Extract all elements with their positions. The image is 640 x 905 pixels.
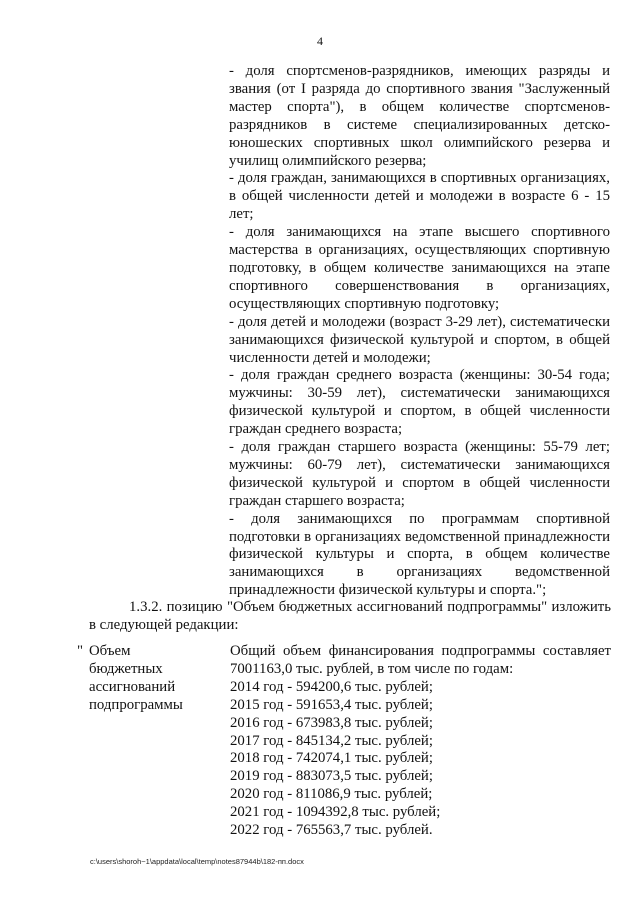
budget-year-line: 2018 год - 742074,1 тыс. рублей;	[230, 750, 433, 767]
indicator-paragraph: - доля занимающихся на этапе высшего спортивного мастерства в организациях, осуществляющих спортивную подготовку, в общем количестве занимающихся на этапе спортивного совершенствования в организациях, осуществляющих спортивную подготовку;	[229, 224, 610, 312]
indicator-paragraph: - доля занимающихся по программам спортивной подготовки в организациях ведомственной принадлежности физической культуры и спорта, в общем количестве занимающихся в организациях ведомственной принадлежности физической культуры и спорта.";	[229, 510, 610, 599]
indicator-paragraph: - доля граждан, занимающихся в спортивных организациях, в общей численности детей и молодежи в возрасте 6 - 15 лет;	[229, 170, 610, 223]
budget-year-line: 2020 год - 811086,9 тыс. рублей;	[230, 786, 433, 803]
amendment-instruction: 1.3.2. позицию "Объем бюджетных ассигнований подпрограммы" изложить в следующей редакции:	[89, 599, 611, 633]
budget-year-line: 2017 год - 845134,2 тыс. рублей;	[230, 732, 433, 749]
indicator-paragraph: - доля граждан среднего возраста (женщины: 30-54 года; мужчины: 30-59 лет), систематически занимающихся физической культурой и спортом, в общей численности граждан среднего возраста;	[229, 367, 610, 438]
budget-label-line: подпрограммы	[89, 696, 183, 713]
budget-label-line: ассигнований	[89, 678, 176, 695]
indicator-paragraph: - доля детей и молодежи (возраст 3-29 лет), систематически занимающихся физической культурой и спортом, в общей численности детей и молодежи;	[229, 313, 610, 366]
budget-content	[230, 643, 611, 840]
budget-year-line: 2019 год - 883073,5 тыс. рублей;	[230, 768, 433, 785]
opening-quote: "	[77, 643, 84, 659]
budget-label	[89, 643, 219, 715]
indicator-paragraph: - доля спортсменов-разрядников, имеющих разряды и звания (от I разряда до спортивного звания "Заслуженный мастер спорта"), в общем количестве спортсменов-разрядников в системе специализированных детско-юношеских спортивных школ олимпийского резерва и училищ олимпийского резерва;	[229, 63, 610, 169]
budget-total-text: Общий объем финансирования подпрограммы составляет 7001163,0 тыс. рублей, в том числе по годам:	[230, 643, 611, 677]
budget-year-line: 2016 год - 673983,8 тыс. рублей;	[230, 714, 433, 731]
budget-year-line: 2022 год - 765563,7 тыс. рублей.	[230, 822, 433, 839]
indicators-list	[229, 63, 610, 600]
budget-year-line: 2014 год - 594200,6 тыс. рублей;	[230, 678, 433, 695]
budget-label-line: бюджетных	[89, 660, 163, 677]
budget-label-line: Объем	[89, 643, 131, 659]
page-number: 4	[317, 34, 323, 48]
footer-file-path: c:\users\shoroh~1\appdata\local\temp\notes87944b\182-пп.docx	[90, 857, 304, 866]
indicator-paragraph: - доля граждан старшего возраста (женщины: 55-79 лет; мужчины: 60-79 лет), систематически занимающихся физической культурой и спортом в общей численности граждан старшего возраста;	[229, 439, 610, 509]
budget-year-line: 2021 год - 1094392,8 тыс. рублей;	[230, 804, 441, 821]
budget-year-line: 2015 год - 591653,4 тыс. рублей;	[230, 696, 433, 713]
